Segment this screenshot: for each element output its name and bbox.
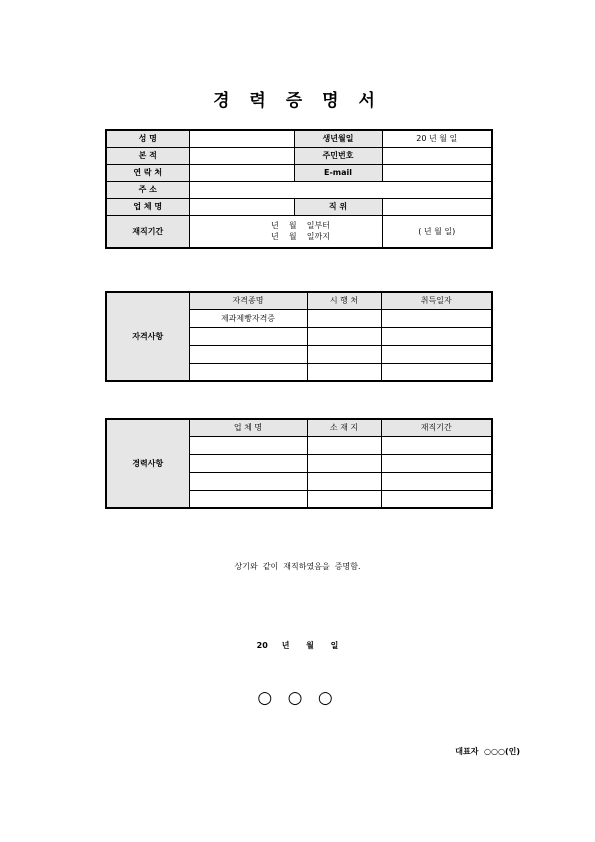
- company-label: 업 체 명: [106, 198, 189, 215]
- career-company-cell[interactable]: [189, 436, 307, 454]
- personal-info-table: [105, 129, 493, 249]
- career-company-header: 업 체 명: [189, 419, 307, 436]
- qualifications-table: [105, 291, 493, 382]
- career-location-cell[interactable]: [307, 472, 381, 490]
- career-location-cell[interactable]: [307, 436, 381, 454]
- representative-signature: 대표자 ○○○(인): [455, 747, 520, 756]
- position-field[interactable]: [382, 198, 492, 215]
- qualifications-section-label: 자격사항: [106, 292, 189, 381]
- career-company-cell[interactable]: [189, 472, 307, 490]
- id-number-field[interactable]: [382, 147, 492, 164]
- position-label: 직 위: [294, 198, 382, 215]
- qualification-name-header: 자격종명: [189, 292, 307, 309]
- acquired-date-cell[interactable]: [381, 327, 492, 345]
- qualification-name-cell[interactable]: [189, 345, 307, 363]
- acquired-date-cell[interactable]: [381, 309, 492, 327]
- address-field[interactable]: [189, 181, 492, 198]
- name-label: 성 명: [106, 130, 189, 147]
- employment-period-label: 재직기간: [106, 215, 189, 248]
- career-period-header: 재직기간: [381, 419, 492, 436]
- qualification-name-cell[interactable]: 제과제빵자격증: [189, 309, 307, 327]
- issuer-cell[interactable]: [307, 309, 381, 327]
- origin-label: 본 적: [106, 147, 189, 164]
- origin-field[interactable]: [189, 147, 294, 164]
- issuer-cell[interactable]: [307, 363, 381, 381]
- career-table: [105, 418, 493, 509]
- email-field[interactable]: [382, 164, 492, 181]
- qualification-name-cell[interactable]: [189, 363, 307, 381]
- career-company-cell[interactable]: [189, 454, 307, 472]
- acquired-date-cell[interactable]: [381, 363, 492, 381]
- issuer-cell[interactable]: [307, 345, 381, 363]
- contact-field[interactable]: [189, 164, 294, 181]
- issue-date: 20 년 월 일: [256, 641, 339, 650]
- career-company-cell[interactable]: [189, 490, 307, 508]
- period-from-text: 년 월 일부터: [271, 221, 330, 231]
- issuer-header: 시 행 처: [307, 292, 381, 309]
- contact-label: 연 락 처: [106, 164, 189, 181]
- period-to-text: 년 월 일까지: [271, 232, 330, 242]
- career-location-header: 소 재 지: [307, 419, 381, 436]
- id-number-label: 주민번호: [294, 147, 382, 164]
- career-location-cell[interactable]: [307, 490, 381, 508]
- certification-statement: 상기와 같이 재직하였음을 증명함.: [234, 562, 361, 571]
- career-section-label: 경력사항: [106, 419, 189, 508]
- career-period-cell[interactable]: [381, 472, 492, 490]
- company-field[interactable]: [189, 198, 294, 215]
- career-period-cell[interactable]: [381, 454, 492, 472]
- address-label: 주 소: [106, 181, 189, 198]
- email-label: E-mail: [294, 164, 382, 181]
- birth-field[interactable]: 20 년 월 일: [382, 130, 492, 147]
- employment-period-field[interactable]: [189, 215, 382, 248]
- career-period-cell[interactable]: [381, 436, 492, 454]
- birth-label: 생년월일: [294, 130, 382, 147]
- acquired-date-cell[interactable]: [381, 345, 492, 363]
- name-field[interactable]: [189, 130, 294, 147]
- document-title: 경 력 증 명 서: [213, 91, 382, 111]
- career-period-cell[interactable]: [381, 490, 492, 508]
- issuer-cell[interactable]: [307, 327, 381, 345]
- signature-circles: ○ ○ ○: [257, 688, 338, 708]
- qualification-name-cell[interactable]: [189, 327, 307, 345]
- period-total-field[interactable]: ( 년 월 일): [382, 215, 492, 248]
- acquired-date-header: 취득일자: [381, 292, 492, 309]
- career-location-cell[interactable]: [307, 454, 381, 472]
